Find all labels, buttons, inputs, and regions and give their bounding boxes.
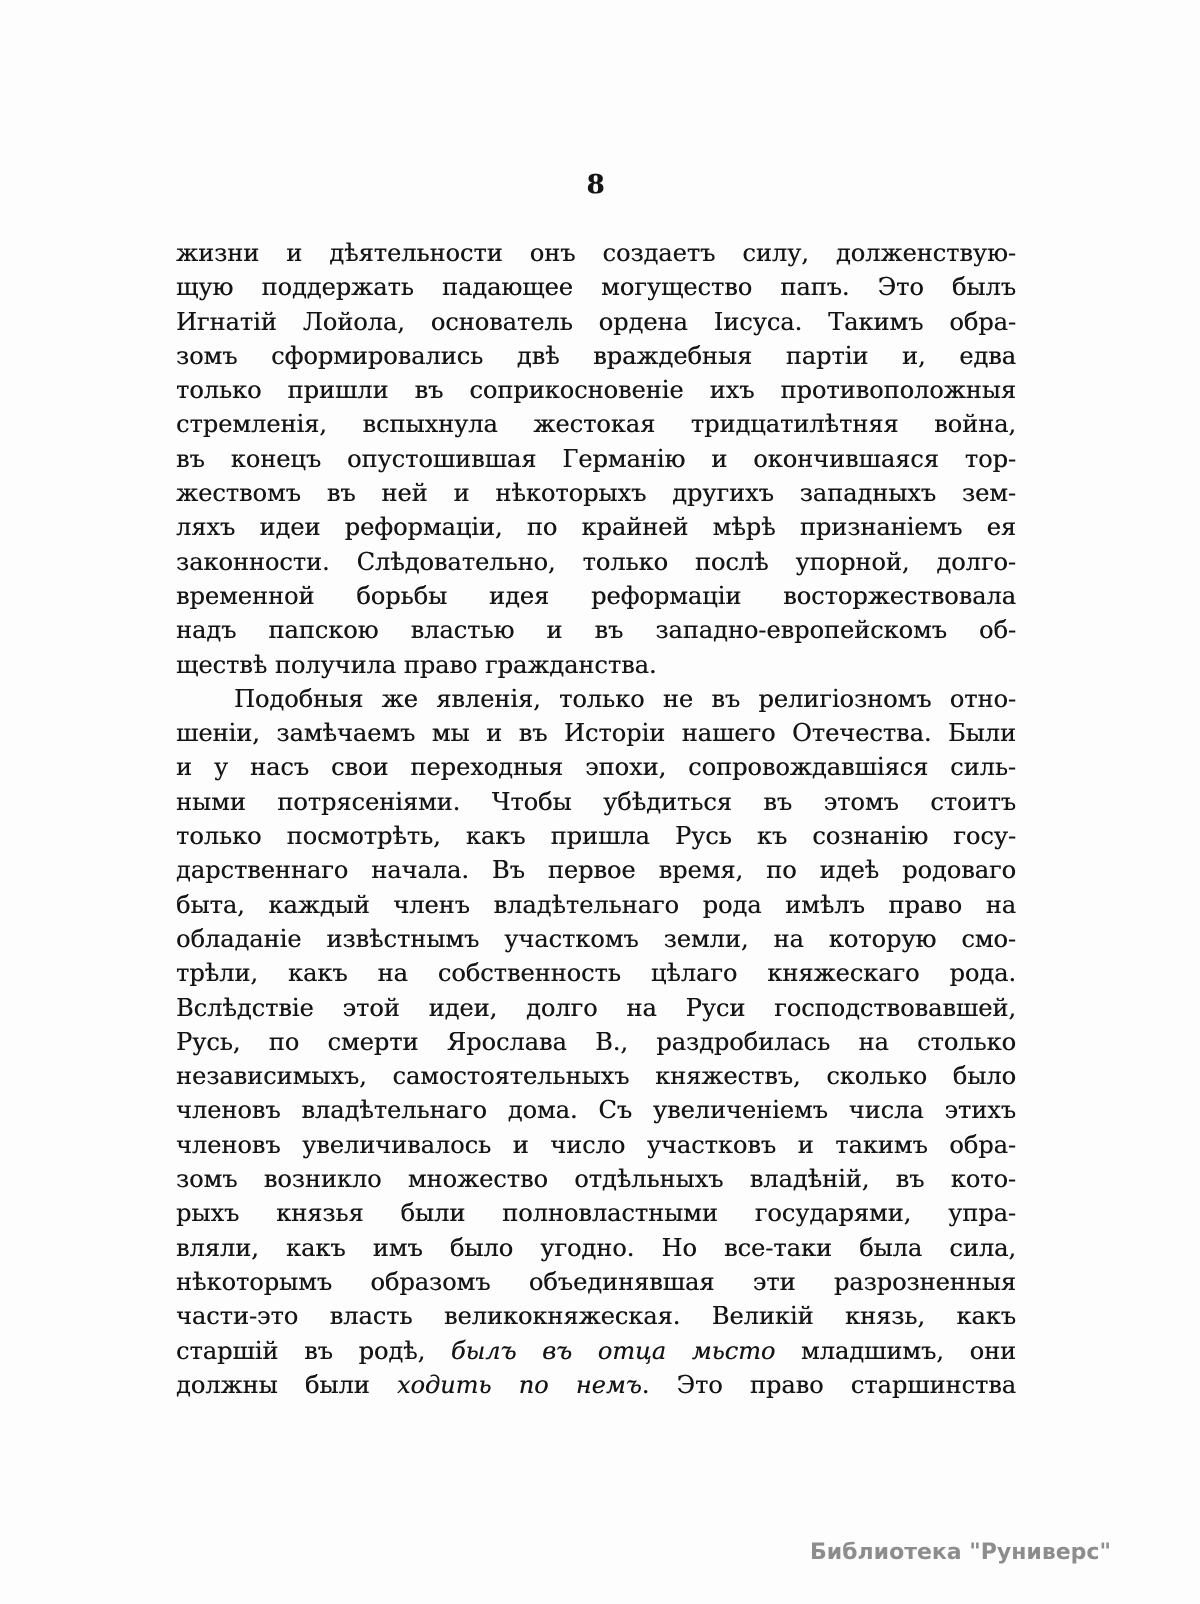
text-line (176, 716, 1016, 750)
text-run: въ конецъ опустошившая Германію и окончившаяся тор- (176, 444, 1016, 473)
text-line (176, 579, 1016, 613)
text-run: Подобныя же явленія, только не въ религіозномъ отно- (234, 684, 1016, 713)
text-line (176, 1368, 1016, 1402)
text-line (176, 510, 1016, 544)
text-line (176, 339, 1016, 373)
text-line (176, 305, 1016, 339)
text-run: Русь, по смерти Ярослава В., раздробилась на столько (176, 1027, 1016, 1056)
page-number: 8 (586, 170, 606, 200)
text-line (176, 1162, 1016, 1196)
text-run: стремленія, вспыхнула жестокая тридцатилѣтняя война, (176, 410, 1016, 439)
text-line (176, 922, 1016, 956)
text-run: ными потрясеніями. Чтобы убѣдиться въ этомъ стоитъ (176, 787, 1016, 816)
text-run: надъ папскою властью и въ западно-европейскомъ об- (176, 616, 1016, 645)
text-line (176, 991, 1016, 1025)
text-line (176, 785, 1016, 819)
text-line (176, 1231, 1016, 1265)
text-line (176, 442, 1016, 476)
text-line (176, 1196, 1016, 1230)
text-run: обладаніе извѣстнымъ участкомъ земли, на которую смо- (176, 924, 1016, 953)
text-run: младшимъ, они (775, 1336, 1017, 1365)
text-line (176, 956, 1016, 990)
text-run: и у насъ свои переходныя эпохи, сопровождавшіяся силь- (176, 753, 1016, 782)
text-line (176, 750, 1016, 784)
text-line (176, 1334, 1016, 1368)
text-run: Вслѣдствіе этой идеи, долго на Руси господствовавшей, (176, 993, 1016, 1022)
text-line (176, 1059, 1016, 1093)
text-run: нѣкоторымъ образомъ объединявшая эти разрозненныя (176, 1267, 1016, 1296)
text-line (176, 545, 1016, 579)
text-run: членовъ увеличивалось и число участковъ и такимъ обра- (176, 1130, 1016, 1159)
text-line (176, 407, 1016, 441)
text-run: части-это власть великокняжеская. Великій князь, какъ (176, 1302, 1016, 1331)
page-text-block (176, 236, 1016, 1402)
text-run: ществѣ получила право гражданства. (176, 650, 657, 679)
text-run: жизни и дѣятельности онъ создаетъ силу, долженствую- (176, 239, 1016, 267)
quoted-phrase: былъ въ отца мьсто (450, 1336, 776, 1365)
text-run: жествомъ въ ней и нѣкоторыхъ другихъ западныхъ зем- (176, 479, 1016, 508)
quoted-phrase: ходить по немъ (396, 1370, 642, 1399)
text-line (176, 270, 1016, 304)
text-run: независимыхъ, самостоятельныхъ княжествъ, сколько было (176, 1062, 1016, 1091)
text-run: ляхъ идеи реформаціи, по крайней мѣрѣ признаніемъ ея (176, 513, 1016, 542)
text-line (176, 1093, 1016, 1127)
text-run: зомъ сформировались двѣ враждебныя партіи и, едва (176, 341, 1016, 370)
text-run: членовъ владѣтельнаго дома. Съ увеличеніемъ числа этихъ (176, 1096, 1016, 1125)
library-watermark: Библиотека "Руниверс" (810, 1540, 1111, 1565)
text-line (176, 1299, 1016, 1333)
text-run: зомъ возникло множество отдѣльныхъ владѣній, въ кото- (176, 1165, 1016, 1194)
text-run: щую поддержать падающее могущество папъ. Это былъ (176, 273, 1016, 302)
text-line (176, 888, 1016, 922)
text-line (176, 648, 1016, 682)
text-line (176, 613, 1016, 647)
text-line (176, 373, 1016, 407)
text-run: законности. Слѣдовательно, только послѣ упорной, долго- (176, 547, 1016, 576)
text-line (176, 853, 1016, 887)
text-run: только посмотрѣть, какъ пришла Русь къ сознанію госу- (176, 822, 1016, 851)
text-run: быта, каждый членъ владѣтельнаго рода имѣлъ право на (176, 890, 1016, 919)
text-run: Игнатій Лойола, основатель ордена Іисуса. Такимъ обра- (176, 307, 1016, 336)
text-line (176, 1025, 1016, 1059)
text-line (176, 682, 1016, 716)
text-run: вляли, какъ имъ было угодно. Но все-таки была сила, (176, 1233, 1016, 1262)
text-line (176, 819, 1016, 853)
text-run: шеніи, замѣчаемъ мы и въ Исторіи нашего Отечества. Были (176, 719, 1016, 748)
text-line (176, 1265, 1016, 1299)
text-run: трѣли, какъ на собственность цѣлаго княжескаго рода. (176, 959, 1016, 988)
text-run: рыхъ князья были полновластными государями, упра- (176, 1199, 1016, 1228)
text-line (176, 236, 1016, 270)
text-run: дарственнаго начала. Въ первое время, по идеѣ родоваго (176, 856, 1016, 885)
text-run: . Это право старшинства (641, 1370, 1017, 1399)
text-run: только пришли въ соприкосновеніе ихъ противоположныя (176, 376, 1016, 405)
text-run: должны были (176, 1370, 397, 1399)
text-run: временной борьбы идея реформаціи восторжествовала (176, 581, 1016, 610)
text-line (176, 476, 1016, 510)
text-run: старшій въ родѣ, (176, 1336, 451, 1365)
text-line (176, 1128, 1016, 1162)
